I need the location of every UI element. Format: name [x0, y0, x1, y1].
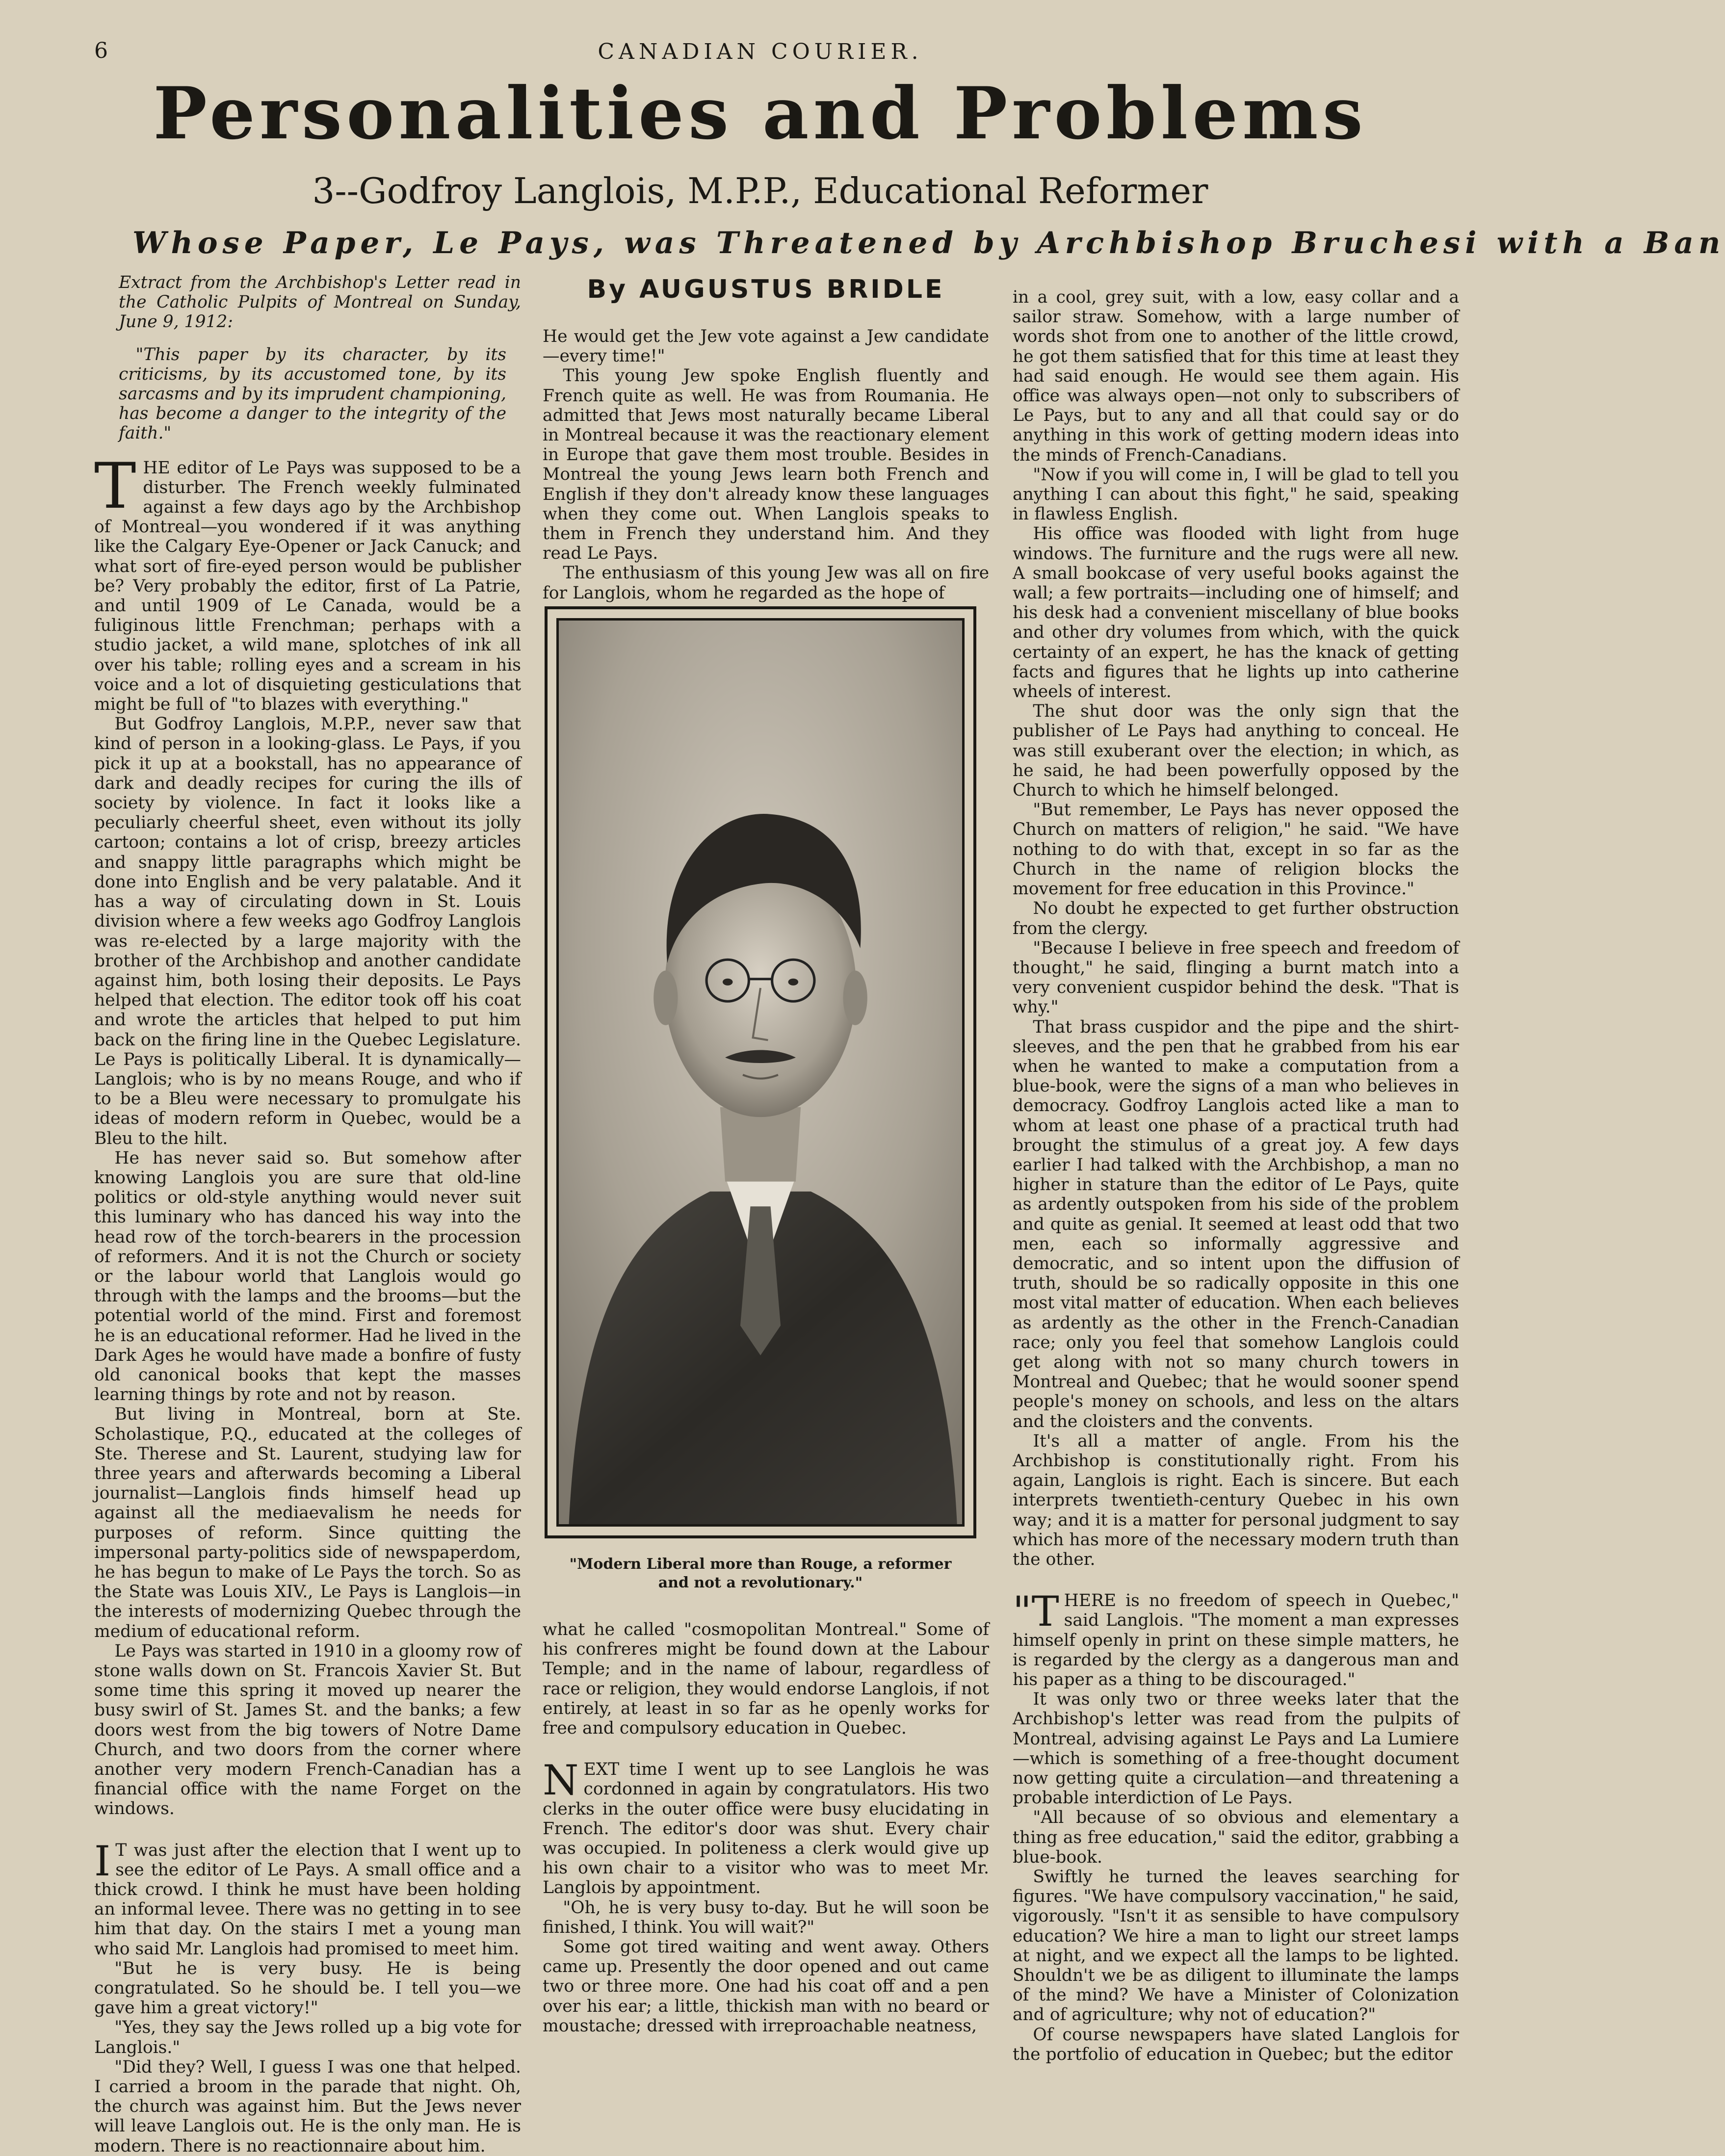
paragraph: This young Jew spoke English fluently and French quite as well. He was from Roumania. He admitted that Jews most naturally became Liberal in Montreal because it was the reactionary element in Europe that gave them most trouble. Besides in Montreal the young Jews learn both French and English if they don't already know these languages when they come out. When Langlois speaks to them in French they understand him. And they read Le Pays.	[543, 366, 989, 564]
byline: By AUGUSTUS BRIDLE	[587, 275, 945, 304]
paragraph: "But remember, Le Pays has never opposed the Church on matters of religion," he said. "We have nothing to do with that, except in so far as the Church in the name of religion blocks the movement for free education in this Province."	[1013, 800, 1459, 899]
extract-quote: "This paper by its character, by its criticisms, by its accustomed tone, by its sarcasms and by its imprudent championing, has become a danger to the integrity of the faith."	[119, 344, 506, 443]
paragraph: Swiftly he turned the leaves searching for figures. "We have compulsory vaccination," he said, vigorously. "Isn't it as sensible to have compulsory education? We hire a man to light our street lamps at night, and we expect all the lamps to be lighted. Shouldn't we be as diligent to illuminate the lamps of the mind? We have a Minister of Colonization and of agriculture; why not of education?"	[1013, 1867, 1459, 2025]
page-number: 6	[94, 38, 108, 63]
paragraph: That brass cuspidor and the pipe and the shirt-sleeves, and the pen that he grabbed from his ear when he wanted to make a computation from a blue-book, were the signs of a man who believes in democracy. Godfroy Langlois acted like a man to whom at least one phase of a practical truth had brought the stimulus of a great joy. A few days earlier I had talked with the Archbishop, a man no higher in stature than the editor of Le Pays, quite as ardently outspoken from his side of the problem and quite as genial. It seemed at least odd that two men, each so informally aggressive and democratic, and so intent upon the diffusion of truth, should be so radically opposite in this one most vital matter of education. When each believes as ardently as the other in the French-Canadian race; only you feel that somehow Langlois could get along with not so many church towers in Montreal and Quebec; that he would sooner spend people's money on schools, and less on the altars and the cloisters and the convents.	[1013, 1017, 1459, 1431]
paragraph: "Yes, they say the Jews rolled up a big vote for Langlois."	[94, 2018, 521, 2057]
paragraph: I T was just after the election that I went up to see the editor of Le Pays. A small office and a thick crowd. I think he must have been holding an informal levee. There was no getting in to see him that day. On the stairs I met a young man who said Mr. Langlois had promised to meet him.	[94, 1837, 521, 1959]
article-title: Personalities and Problems	[153, 72, 1367, 156]
portrait-photo-frame	[545, 606, 976, 1538]
paragraph: But Godfroy Langlois, M.P.P., never saw that kind of person in a looking-glass. Le Pays, if you pick it up at a bookstall, has no appearance of dark and deadly recipes for curing the ills of society by violence. In fact it looks like a peculiarly cheerful sheet, even without its jolly cartoon; contains a lot of crisp, breezy articles and snappy little paragraphs which might be done into English and be very palatable. And it has a way of circulating down in St. Louis division where a few weeks ago Godfroy Langlois was re-elected by a large majority with the brother of the Archbishop and another candidate against him, both losing their deposits. Le Pays helped that election. The editor took off his coat and wrote the articles that helped to put him back on the firing line in the Quebec Legislature. Le Pays is politically Liberal. It is dynamically—Langlois; who is by no means Rouge, and who if to be a Bleu were necessary to promulgate his ideas of modern reform in Quebec, would be a Bleu to the hilt.	[94, 714, 521, 1148]
paragraph: "Because I believe in free speech and freedom of thought," he said, flinging a burnt match into a very convenient cuspidor behind the desk. "That is why."	[1013, 938, 1459, 1017]
paragraph: It's all a matter of angle. From his the Archbishop is constitutionally right. From his again, Langlois is right. Each is sincere. But each interprets twentieth-century Quebec in his own way; and it is a matter for personal judgment to say which has more of the necessary modern truth than the other.	[1013, 1431, 1459, 1569]
drop-cap: I	[94, 1837, 111, 1885]
extract-heading: Extract from the Archbishop's Letter read in the Catholic Pulpits of Montreal on Sunday, June 9, 1912:	[119, 273, 521, 332]
paragraph: "All because of so obvious and elementary a thing as free education," said the editor, grabbing a blue-book.	[1013, 1808, 1459, 1867]
paragraph: "THERE is no freedom of speech in Quebec," said Langlois. "The moment a man expresses himself openly in print on these simple matters, he is regarded by the clergy as a dangerous man and his paper as a thing to be discouraged."	[1013, 1587, 1459, 1690]
drop-cap: T	[94, 449, 136, 523]
paragraph: His office was flooded with light from huge windows. The furniture and the rugs were all new. A small bookcase of very useful books against the wall; a few portraits—including one of himself; and his desk had a convenient miscellany of blue books and other dry volumes from which, with the quick certainty of an expert, he has the knack of getting facts and figures that he lights up into catherine wheels of interest.	[1013, 524, 1459, 702]
paragraph: He would get the Jew vote against a Jew candidate—every time!"	[543, 327, 989, 366]
article-subtitle: 3--Godfroy Langlois, M.P.P., Educational Reformer	[312, 170, 1208, 211]
paragraph: But living in Montreal, born at Ste. Scholastique, P.Q., educated at the colleges of Ste. Therese and St. Laurent, studying law for three years and afterwards becoming a Liberal journalist—Langlois finds himself head up against all the mediaevalism he needs for purposes of reform. Since quitting the impersonal party-politics side of newspaperdom, he has begun to make of Le Pays the torch. So as the State was Louis XIV., Le Pays is Langlois—in the interests of modernizing Quebec through the medium of educational reform.	[94, 1404, 521, 1641]
column-1	[94, 273, 521, 2156]
running-head: CANADIAN COURIER.	[598, 39, 923, 64]
paragraph: THE editor of Le Pays was supposed to be a disturber. The French weekly fulminated against a few days ago by the Archbishop of Montreal—you wondered if it was anything like the Calgary Eye-Opener or Jack Canuck; and what sort of fire-eyed person would be publisher be? Very probably the editor, first of La Patrie, and until 1909 of Le Canada, would be a fuliginous little Frenchman; perhaps with a studio jacket, a wild mane, splotches of ink all over his table; rolling eyes and a scream in his voice and a lot of disquieting gesticulations that might be full of "to blazes with everything."	[94, 449, 521, 715]
paragraph: "Oh, he is very busy to-day. But he will soon be finished, I think. You will wait?"	[543, 1897, 989, 1937]
paragraph: "Did they? Well, I guess I was one that helped. I carried a broom in the parade that night. Oh, the church was against him. But the Jews never will leave Langlois out. He is the only man. He is modern. There is no reactionnaire about him.	[94, 2057, 521, 2156]
paragraph: No doubt he expected to get further obstruction from the clergy.	[1013, 899, 1459, 938]
paragraph: "Now if you will come in, I will be glad to tell you anything I can about this fight," he said, speaking in flawless English.	[1013, 465, 1459, 524]
article-deck: Whose Paper, Le Pays, was Threatened by Archbishop Bruchesi with a Ban	[132, 226, 1725, 260]
paragraph: The shut door was the only sign that the publisher of Le Pays had anything to conceal. He was still exuberant over the election; in which, as he said, he had been powerfully opposed by the Church to which he himself belonged.	[1013, 701, 1459, 801]
paragraph: "But he is very busy. He is being congratulated. So he should be. I tell you—we gave him a great victory!"	[94, 1958, 521, 2018]
column-2-top	[543, 327, 989, 603]
paragraph: The enthusiasm of this young Jew was all on fire for Langlois, whom he regarded as the hope of	[543, 563, 989, 603]
paragraph: NEXT time I went up to see Langlois he was cordonned in again by congratulators. His two clerks in the outer office were busy elucidating in French. The editor's door was shut. Every chair was occupied. In politeness a clerk would give up his own chair to a visitor who was to meet Mr. Langlois by appointment.	[543, 1756, 989, 1898]
paragraph: It was only two or three weeks later that the Archbishop's letter was read from the pulpits of Montreal, advising against Le Pays and La Lumiere—which is something of a free-thought document now getting quite a circulation—and threatening a probable interdiction of Le Pays.	[1013, 1689, 1459, 1808]
photo-caption: "Modern Liberal more than Rouge, a reformer and not a revolutionary."	[569, 1556, 952, 1591]
column-2-bottom	[543, 1620, 989, 2036]
portrait-photo	[556, 618, 965, 1527]
paragraph: He has never said so. But somehow after knowing Langlois you are sure that old-line politics or old-style anything would never suit this luminary who has danced his way into the head row of the torch-bearers in the procession of reformers. And it is not the Church or society or the labour world that Langlois would go through with the lamps and the brooms—but the potential world of the mind. First and foremost he is an educational reformer. Had he lived in the Dark Ages he would have made a bonfire of fusty old canonical books that kept the masses learning things by rote and not by reason.	[94, 1148, 521, 1405]
drop-cap: "T	[1013, 1587, 1059, 1636]
paragraph: in a cool, grey suit, with a low, easy collar and a sailor straw. Somehow, with a large number of words shot from one to another of the little crowd, he got them satisfied that for this time at least they had said enough. He would see them again. His office was always open—not only to subscribers of Le Pays, but to any and all that could say or do anything in this work of getting modern ideas into the minds of French-Canadians.	[1013, 287, 1459, 465]
drop-cap: N	[543, 1756, 579, 1805]
paragraph: Le Pays was started in 1910 in a gloomy row of stone walls down on St. Francois Xavier St. But some time this spring it moved up nearer the busy swirl of St. James St. and the banks; a few doors west from the big towers of Notre Dame Church, and two doors from the corner where another very modern French-Canadian has a financial office with the name Forget on the windows.	[94, 1641, 521, 1819]
paragraph: Some got tired waiting and went away. Others came up. Presently the door opened and out came two or three more. One had his coat off and a pen over his ear; a little, thickish man with no beard or moustache; dressed with irreproachable neatness,	[543, 1937, 989, 2036]
column-3	[1013, 287, 1459, 2064]
paragraph: what he called "cosmopolitan Montreal." Some of his confreres might be found down at the Labour Temple; and in the name of labour, regardless of race or religion, they would endorse Langlois, if not entirely, at least in so far as he openly works for free and compulsory education in Quebec.	[543, 1620, 989, 1739]
paragraph: Of course newspapers have slated Langlois for the portfolio of education in Quebec; but the editor	[1013, 2025, 1459, 2064]
portrait-image	[559, 621, 962, 1524]
